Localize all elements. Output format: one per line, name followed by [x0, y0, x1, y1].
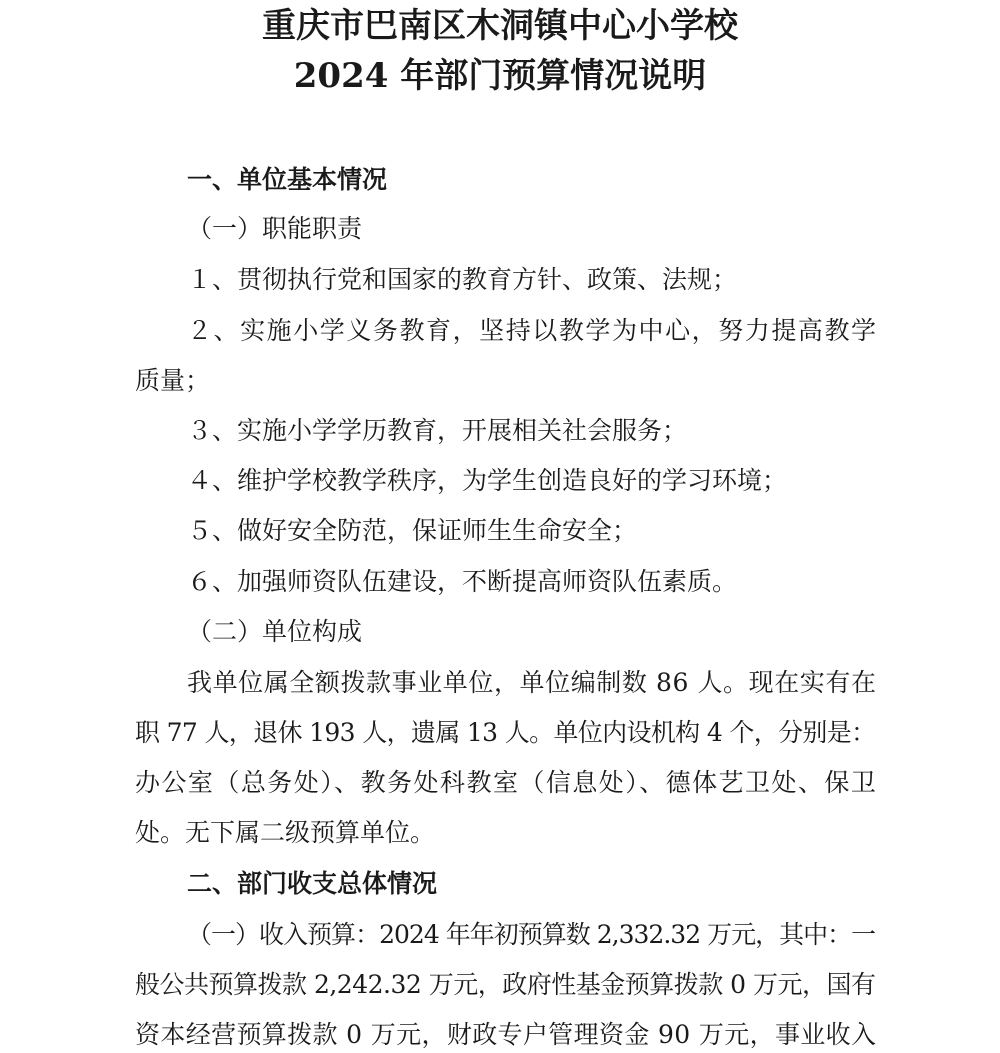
composition-paragraph-line-4: 处。无下属二级预算单位。	[135, 818, 436, 847]
document-title-line-1: 重庆市巴南区木洞镇中心小学校	[262, 6, 738, 46]
income-paragraph-line-2: 般公共预算拨款 2,242.32 万元，政府性基金预算拨款 0 万元，国有	[135, 970, 876, 999]
income-paragraph-line-3: 资本经营预算拨款 0 万元，财政专户管理资金 90 万元，事业收入	[135, 1020, 877, 1049]
duty-item-2-line-1: ２、实施小学义务教育，坚持以教学为中心，努力提高教学	[187, 316, 878, 345]
subsection-composition-heading: （二）单位构成	[187, 617, 363, 646]
duty-item-6: ６、加强师资队伍建设，不断提高师资队伍素质。	[187, 567, 738, 596]
duty-item-5: ５、做好安全防范，保证师生生命安全；	[187, 516, 638, 545]
section-2-heading: 二、部门收支总体情况	[187, 869, 438, 898]
document-title-line-2: 2024 年部门预算情况说明	[293, 56, 707, 96]
income-paragraph-line-1: （一）收入预算：2024 年年初预算数 2,332.32 万元，其中：一	[187, 920, 876, 949]
duty-item-4: ４、维护学校教学秩序，为学生创造良好的学习环境；	[187, 466, 788, 495]
composition-paragraph-line-1: 我单位属全额拨款事业单位，单位编制数 86 人。现在实有在	[187, 668, 877, 697]
section-1-heading: 一、单位基本情况	[187, 165, 388, 194]
duty-item-3: ３、实施小学学历教育，开展相关社会服务；	[187, 416, 688, 445]
duty-item-1: １、贯彻执行党和国家的教育方针、政策、法规；	[187, 265, 738, 294]
duty-item-2-line-2: 质量；	[135, 366, 211, 395]
composition-paragraph-line-3: 办公室（总务处）、教务处科教室（信息处）、德体艺卫处、保卫	[135, 768, 878, 797]
subsection-duties-heading: （一）职能职责	[187, 214, 363, 243]
composition-paragraph-line-2: 职 77 人，退休 193 人，遗属 13 人。单位内设机构 4 个，分别是：	[135, 718, 876, 747]
